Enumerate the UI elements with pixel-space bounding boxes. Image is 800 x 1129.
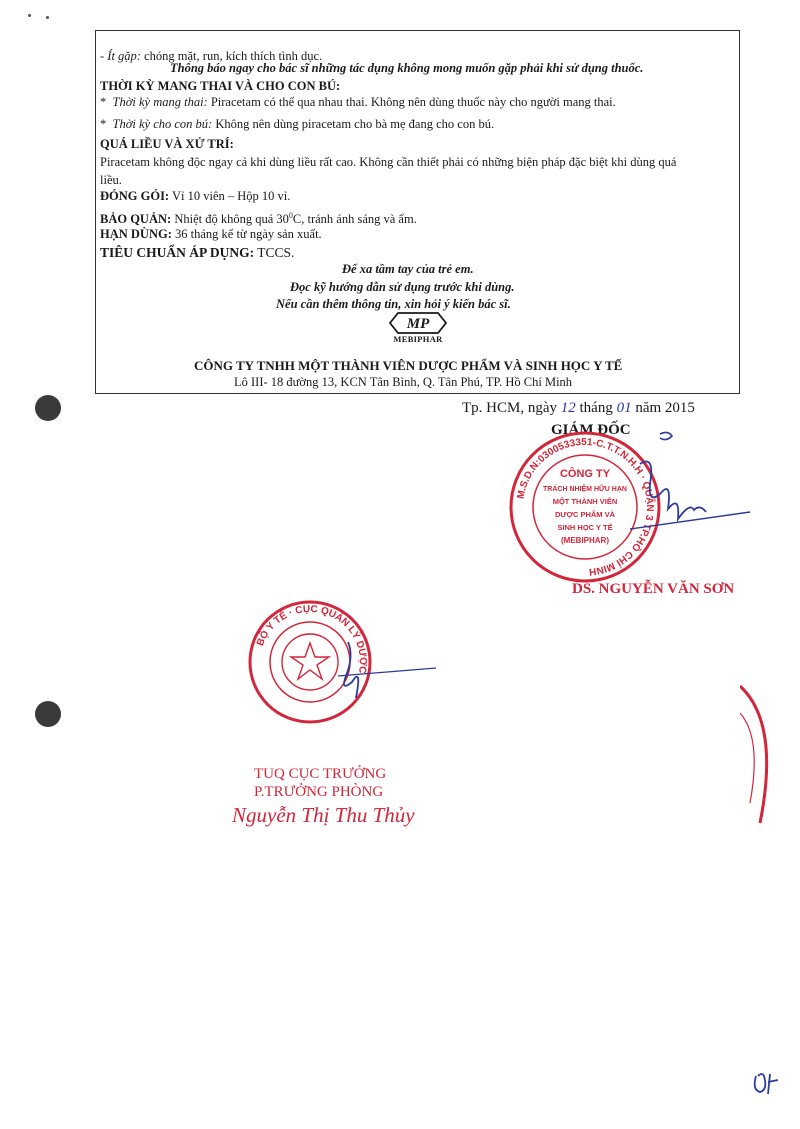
company-stamp-line: DƯỢC PHẨM VÀ xyxy=(554,510,616,519)
mebiphar-logo-icon xyxy=(386,310,450,336)
lactation-line: * Thời kỳ cho con bú: Không nên dùng piracetam cho bà mẹ đang cho con bú. xyxy=(100,117,495,131)
punch-hole-bottom xyxy=(35,701,61,727)
company-stamp-ring-text: M.S.D.N:0300533351-C.T.T.N.H.H · QUẬN 3 TP.HỒ CHÍ MINH xyxy=(515,436,656,577)
authority-title-1: TUQ CỤC TRƯỞNG xyxy=(254,766,387,782)
standard-line: TIÊU CHUẨN ÁP DỤNG: TCCS. xyxy=(100,245,295,260)
pregnancy-line: * Thời kỳ mang thai: Piracetam có thể qua nhau thai. Không nên dùng thuốc này cho người mang thai. xyxy=(100,95,616,109)
authority-stamp-ring-text: BỘ Y TẾ · CỤC QUẢN LÝ DƯỢC xyxy=(254,603,369,675)
authority-name-script: Nguyễn Thị Thu Thủy xyxy=(232,803,415,827)
company-name: CÔNG TY TNHH MỘT THÀNH VIÊN DƯỢC PHẨM VÀ SINH HỌC Y TẾ xyxy=(194,358,623,373)
overdose-text-2: liều. xyxy=(100,173,122,187)
expiry-line: HẠN DÙNG: 36 tháng kể từ ngày sản xuất. xyxy=(100,227,322,241)
date-line: Tp. HCM, ngày 12 tháng 01 năm 2015 xyxy=(462,400,695,416)
company-stamp-line: SINH HỌC Y TẾ xyxy=(557,523,613,532)
logo-mark-text: MP xyxy=(406,316,430,332)
scan-mark xyxy=(28,14,31,17)
director-signature xyxy=(620,424,760,544)
scan-mark xyxy=(46,16,49,19)
company-stamp-line: MỘT THÀNH VIÊN xyxy=(552,497,618,506)
handwritten-day: 12 xyxy=(560,400,576,416)
punch-hole-top xyxy=(35,395,61,421)
company-stamp-line: CÔNG TY xyxy=(559,468,611,480)
logo-name: MEBIPHAR xyxy=(393,334,443,344)
overdose-heading: QUÁ LIỀU VÀ XỬ TRÍ: xyxy=(100,137,234,151)
director-name: DS. NGUYỄN VĂN SƠN xyxy=(572,581,735,597)
handwritten-month: 01 xyxy=(616,400,632,416)
leaflet-panel xyxy=(95,30,740,394)
authority-title-2: P.TRƯỞNG PHÒNG xyxy=(254,784,384,800)
company-stamp-line: (MEBIPHAR) xyxy=(561,536,609,545)
pregnancy-heading: THỜI KỲ MANG THAI VÀ CHO CON BÚ: xyxy=(100,79,341,93)
director-title: GIÁM ĐỐC xyxy=(551,422,631,438)
company-address: Lô III- 18 đường 13, KCN Tân Bình, Q. Tân Phú, TP. Hồ Chí Minh xyxy=(234,375,573,389)
packing-line: ĐÓNG GÓI: Vỉ 10 viên – Hộp 10 vỉ. xyxy=(100,189,291,203)
storage-line: BẢO QUẢN: Nhiệt độ không quá $30^0C$, tránh ánh sáng và ẩm. xyxy=(100,211,417,227)
adverse-effect-notice: Thông báo ngay cho bác sĩ những tác dụng không mong muốn gặp phải khi sử dụng thuốc. xyxy=(170,61,644,75)
mebiphar-logo xyxy=(386,310,450,344)
overdose-text-1: Piracetam không độc ngay cả khi dùng liều rất cao. Không cần thiết phải có những biện pháp đặc biệt khi dùng quá xyxy=(100,155,677,169)
partial-stamp-edge xyxy=(740,683,800,833)
handwritten-page-mark xyxy=(748,1064,788,1104)
warning-read-leaflet: Đọc kỹ hướng dẫn sử dụng trước khi dùng. xyxy=(290,280,515,294)
warning-children: Để xa tầm tay của trẻ em. xyxy=(342,262,474,276)
company-stamp-line: TRÁCH NHIỆM HỮU HẠN xyxy=(543,486,627,493)
warning-ask-doctor: Nếu cần thêm thông tin, xin hỏi ý kiến bác sĩ. xyxy=(276,297,511,311)
authority-signature xyxy=(318,636,438,706)
side-effect-line: - Ít gặp: chóng mặt, run, kích thích tình dục. xyxy=(100,49,323,63)
